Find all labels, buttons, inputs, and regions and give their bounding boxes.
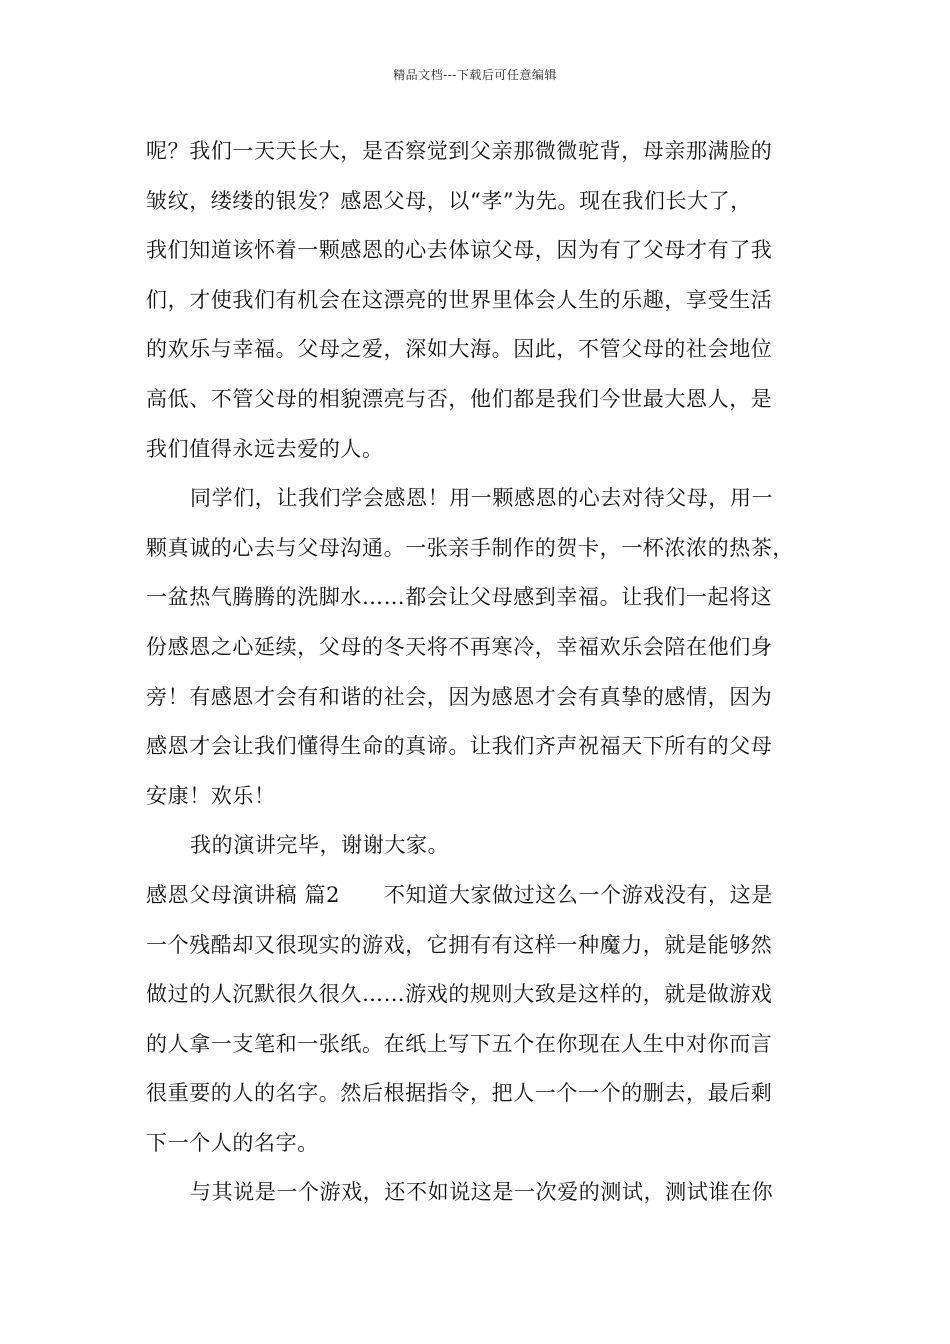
text-line: 们，才使我们有机会在这漂亮的世界里体会人生的乐趣，享受生活: [146, 287, 773, 312]
text-line: 我们知道该怀着一颗感恩的心去体谅父母，因为有了父母才有了我: [146, 238, 773, 263]
text-line: 感恩才会让我们懂得生命的真谛。让我们齐声祝福天下所有的父母: [146, 734, 773, 759]
paragraph-start-line: 与其说是一个游戏，还不如说这是一次爱的测试，测试谁在你: [190, 1180, 774, 1205]
section-heading: 感恩父母演讲稿 篇2: [146, 882, 341, 907]
section-first-text: 不知道大家做过这么一个游戏没有，这是: [384, 882, 773, 907]
text-line: 旁！有感恩才会有和谐的社会，因为感恩才会有真挚的感情，因为: [146, 684, 773, 709]
paragraph-start-line: 同学们，让我们学会感恩！用一颗感恩的心去对待父母，用一: [190, 486, 774, 511]
page-header: 精品文档---下载后可任意编辑: [393, 68, 557, 82]
text-line: 高低、不管父母的相貌漂亮与否，他们都是我们今世最大恩人，是: [146, 386, 773, 411]
section-heading-line: [146, 871, 818, 921]
text-line: 的欢乐与幸福。父母之爱，深如大海。因此，不管父母的社会地位: [146, 337, 773, 362]
text-line: 份感恩之心延续，父母的冬天将不再寒冷，幸福欢乐会陪在他们身: [146, 634, 773, 659]
text-line: 下一个人的名字。: [146, 1130, 319, 1155]
text-line: 颗真诚的心去与父母沟通。一张亲手制作的贺卡，一杯浓浓的热茶，: [146, 535, 794, 560]
document-body: [146, 127, 818, 1218]
text-line: 一个残酷却又很现实的游戏，它拥有有这样一种魔力，就是能够然: [146, 932, 773, 957]
text-line: 我们值得永远去爱的人。: [146, 436, 384, 461]
text-line: 做过的人沉默很久很久……游戏的规则大致是这样的，就是做游戏: [146, 982, 773, 1007]
closing-line: 我的演讲完毕，谢谢大家。: [190, 833, 450, 858]
text-line: 皱纹，缕缕的银发？感恩父母，以“孝”为先。现在我们长大了，: [146, 188, 752, 213]
text-line: 的人拿一支笔和一张纸。在纸上写下五个在你现在人生中对你而言: [146, 1031, 773, 1056]
text-line: 呢？我们一天天长大，是否察觉到父亲那微微驼背，母亲那满脸的: [146, 139, 773, 163]
text-line: 很重要的人的名字。然后根据指令，把人一个一个的删去，最后剩: [146, 1081, 773, 1106]
text-line: 一盆热气腾腾的洗脚水……都会让父母感到幸福。让我们一起将这: [146, 585, 773, 610]
text-line: 安康！欢乐！: [146, 783, 276, 808]
